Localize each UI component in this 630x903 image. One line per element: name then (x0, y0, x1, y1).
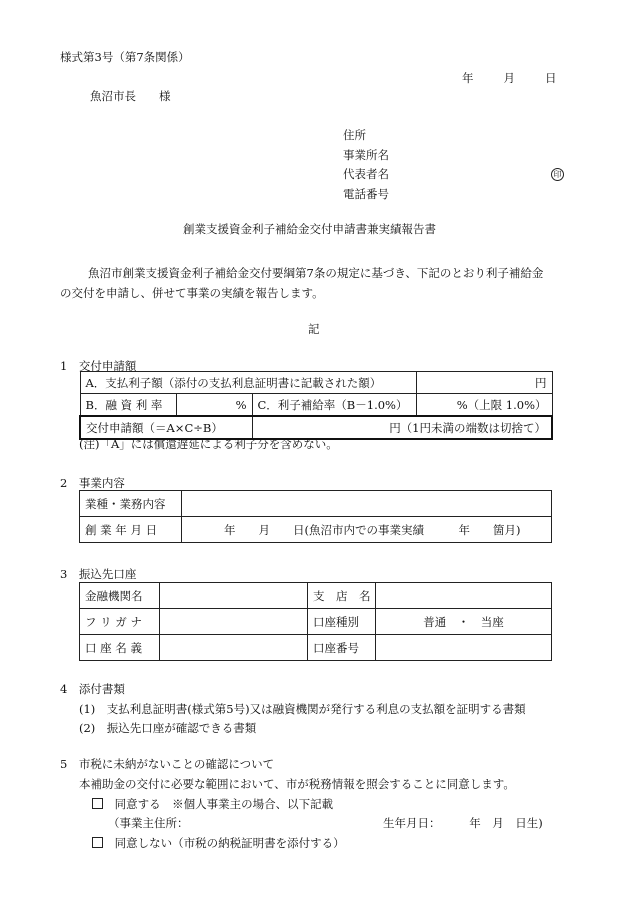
birthdate-label: 生年月日： 年 月 日生) (383, 816, 543, 830)
bank-account-table (79, 582, 552, 661)
bank-label: 金融機関名 (80, 583, 160, 609)
business-table (79, 490, 552, 543)
phone-label: 電話番号 (343, 187, 389, 201)
row-a-value-cell[interactable]: 円 (416, 372, 552, 394)
total-value[interactable]: 円（1円未満の端数は切捨て） (252, 416, 552, 439)
account-no-label: 口座番号 (308, 635, 376, 661)
addressee: 魚沼市長 様 (90, 89, 171, 103)
body-line-2: の交付を申請し、併せて事業の実績を報告します。 (60, 286, 324, 300)
row-c-value[interactable]: %（上限 1.0%） (416, 394, 552, 417)
branch-value[interactable] (376, 583, 552, 609)
section1-heading: 1 交付申請額 (60, 359, 137, 373)
section5-heading: 5 市税に未納がないことの確認について (60, 757, 275, 771)
holder-label: 口 座 名 義 (80, 635, 160, 661)
agree-option[interactable] (92, 796, 333, 812)
date-year: 年 (462, 71, 474, 85)
furigana-label: フ リ ガ ナ (80, 609, 160, 635)
seal-icon: 印 (551, 166, 564, 181)
agree-checkbox[interactable] (92, 798, 103, 809)
business-label: 業種・業務内容 (80, 491, 182, 517)
attachment-item-2: (2) 振込先口座が確認できる書類 (79, 721, 257, 735)
form-number: 様式第3号（第7条関係） (60, 50, 190, 64)
address-label: 住所 (343, 128, 366, 142)
disagree-option[interactable] (92, 835, 345, 851)
holder-value[interactable] (160, 635, 308, 661)
row-a-label-cell: A．支払利子額（添付の支払利息証明書に記載された額） (80, 372, 416, 394)
account-no-value[interactable] (376, 635, 552, 661)
section3-heading: 3 振込先口座 (60, 567, 137, 581)
date-day: 日 (545, 71, 557, 85)
bank-value[interactable] (160, 583, 308, 609)
attachment-item-1: (1) 支払利息証明書(様式第5号)又は融資機関が発行する利息の支払額を証明する書類 (79, 702, 526, 716)
disagree-checkbox[interactable] (92, 837, 103, 848)
branch-label: 支 店 名 (308, 583, 376, 609)
section4-heading: 4 添付書類 (60, 682, 125, 696)
account-type-value[interactable]: 普通 ・ 当座 (376, 609, 552, 635)
section1-note: (注)「A」には償還遅延による利子分を含めない。 (79, 437, 338, 451)
section2-heading: 2 事業内容 (60, 476, 125, 490)
owner-address-label: （事業主住所： (108, 816, 189, 830)
row-c-label: C．利子補給率（B－1.0%） (252, 394, 416, 417)
row-b-value[interactable]: % (176, 394, 252, 417)
founding-value[interactable]: 年 月 日(魚沼市内での事業実績 年 箇月) (182, 517, 552, 543)
body-line-1: 魚沼市創業支援資金利子補給金交付要綱第7条の規定に基づき、下記のとおり利子補給金 (88, 266, 544, 280)
total-label: 交付申請額（＝A×C÷B） (80, 416, 252, 439)
office-label: 事業所名 (343, 148, 389, 162)
rep-label: 代表者名 (343, 167, 389, 181)
account-type-label: 口座種別 (308, 609, 376, 635)
date-month: 月 (503, 71, 515, 85)
furigana-value[interactable] (160, 609, 308, 635)
agree-label: 同意する ※個人事業主の場合、以下記載 (114, 797, 334, 811)
date-line (462, 70, 557, 86)
founding-label: 創 業 年 月 日 (80, 517, 182, 543)
ki-label: 記 (308, 322, 320, 336)
amount-table-full (79, 371, 553, 440)
document-title: 創業支援資金利子補給金交付申請書兼実績報告書 (183, 222, 436, 236)
business-value[interactable] (182, 491, 552, 517)
consent-text: 本補助金の交付に必要な範囲において、市が税務情報を照会することに同意します。 (79, 777, 515, 791)
disagree-label: 同意しない（市税の納税証明書を添付する） (114, 836, 345, 850)
row-b-label: B．融 資 利 率 (80, 394, 176, 417)
